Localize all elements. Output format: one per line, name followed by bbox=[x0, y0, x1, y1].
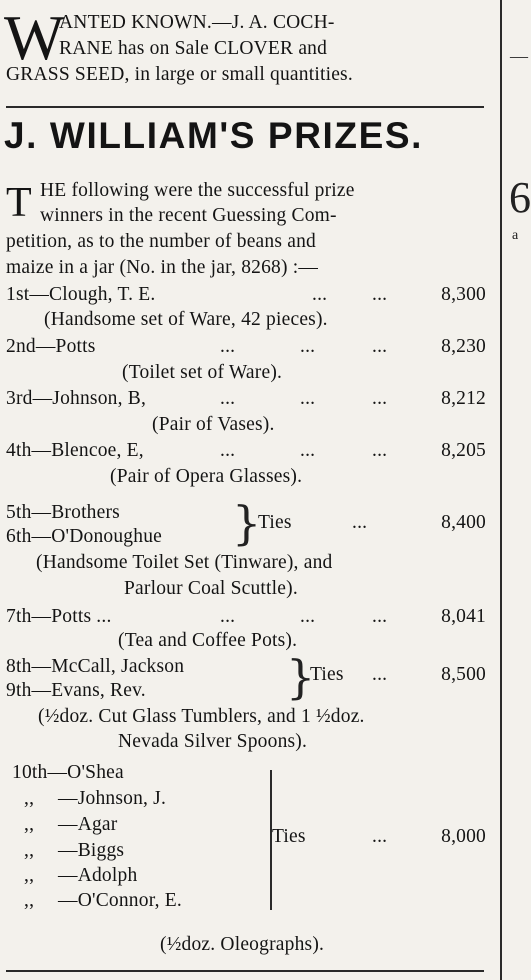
notice-drop-cap: W bbox=[4, 2, 65, 73]
prize-7-award: (Tea and Coffee Pots). bbox=[118, 630, 298, 651]
tie-brace-5-6: } bbox=[232, 496, 262, 550]
intro-line-1: HE following were the successful prize bbox=[40, 180, 355, 201]
prize-4-name: 4th—Blencoe, E, bbox=[6, 440, 144, 461]
prize-5-6-ties-label: Ties bbox=[258, 512, 292, 533]
prize-8-9-award-line-2: Nevada Silver Spoons). bbox=[118, 731, 308, 752]
prize-4-dots-b: ... bbox=[300, 440, 316, 461]
prize-2-value: 8,230 bbox=[441, 336, 486, 357]
neighbor-column-dash: — bbox=[510, 46, 528, 66]
prize-8-9-dots: ... bbox=[372, 664, 388, 685]
prize-10-value: 8,000 bbox=[441, 826, 486, 847]
prize-4-dots-a: ... bbox=[220, 440, 236, 461]
prize-4-dots-c: ... bbox=[372, 440, 388, 461]
prize-3-name: 3rd—Johnson, B, bbox=[6, 388, 147, 409]
intro-line-4: maize in a jar (No. in the jar, 8268) :— bbox=[6, 257, 319, 278]
prize-5-6-dots: ... bbox=[352, 512, 368, 533]
prize-2-dots-b: ... bbox=[300, 336, 316, 357]
intro-drop-cap: T bbox=[6, 180, 32, 226]
prize-5-6-award-line-2: Parlour Coal Scuttle). bbox=[124, 578, 298, 599]
prize-10-award: (½doz. Oleographs). bbox=[160, 934, 325, 955]
prize-1-value: 8,300 bbox=[441, 284, 486, 305]
prize-2-award: (Toilet set of Ware). bbox=[122, 362, 283, 383]
prize-1-award: (Handsome set of Ware, 42 pieces). bbox=[44, 309, 328, 330]
prize-2-dots-a: ... bbox=[220, 336, 236, 357]
prize-3-award: (Pair of Vases). bbox=[152, 414, 275, 435]
prize-8-9-value: 8,500 bbox=[441, 664, 486, 685]
prize-10-name-1: 10th—O'Shea bbox=[12, 762, 124, 783]
ditto-mark-2: ,, bbox=[24, 788, 35, 809]
neighbor-column-digit: 6 bbox=[509, 173, 531, 222]
prize-10-name-4: —Biggs bbox=[58, 840, 125, 861]
prize-8-9-award-line-1: (½doz. Cut Glass Tumblers, and 1 ½doz. bbox=[38, 706, 365, 727]
prize-7-dots-c: ... bbox=[372, 606, 388, 627]
prize-2-name: 2nd—Potts bbox=[6, 336, 96, 357]
separator-rule-top bbox=[6, 106, 484, 108]
prize-3-dots-c: ... bbox=[372, 388, 388, 409]
prize-6-name: 6th—O'Donoughue bbox=[6, 526, 163, 547]
prize-1-dots-a: ... bbox=[312, 284, 328, 305]
tie-brace-8-9: } bbox=[286, 650, 316, 704]
prize-1-name: 1st—Clough, T. E. bbox=[6, 284, 156, 305]
prize-8-9-ties-label: Ties bbox=[310, 664, 344, 685]
ditto-mark-3: ,, bbox=[24, 814, 35, 835]
intro-line-3: petition, as to the number of beans and bbox=[6, 231, 316, 252]
ditto-mark-6: ,, bbox=[24, 890, 35, 911]
ditto-mark-4: ,, bbox=[24, 840, 35, 861]
prize-10-ties-label: Ties bbox=[272, 826, 306, 847]
prize-10-name-6: —O'Connor, E. bbox=[58, 890, 182, 911]
prize-4-value: 8,205 bbox=[441, 440, 486, 461]
prize-10-dots: ... bbox=[372, 826, 388, 847]
prize-7-dots-b: ... bbox=[300, 606, 316, 627]
prize-10-name-2: —Johnson, J. bbox=[58, 788, 167, 809]
prize-10-name-5: —Adolph bbox=[58, 865, 138, 886]
prize-3-value: 8,212 bbox=[441, 388, 486, 409]
neighbor-column-letter: a bbox=[512, 228, 519, 243]
prize-10-name-3: —Agar bbox=[58, 814, 118, 835]
prize-8-name: 8th—McCall, Jackson bbox=[6, 656, 185, 677]
ditto-mark-5: ,, bbox=[24, 865, 35, 886]
notice-line-1: ANTED KNOWN.—J. A. COCH- bbox=[59, 12, 335, 33]
prize-7-name: 7th—Potts ... bbox=[6, 606, 112, 627]
notice-line-2: RANE has on Sale CLOVER and bbox=[59, 38, 328, 59]
prize-2-dots-c: ... bbox=[372, 336, 388, 357]
prize-5-6-award-line-1: (Handsome Toilet Set (Tinware), and bbox=[36, 552, 333, 573]
prize-9-name: 9th—Evans, Rev. bbox=[6, 680, 146, 701]
prize-1-dots-b: ... bbox=[372, 284, 388, 305]
prize-5-name: 5th—Brothers bbox=[6, 502, 120, 523]
intro-line-2: winners in the recent Guessing Com- bbox=[40, 205, 337, 226]
separator-rule-bottom bbox=[6, 970, 484, 972]
prize-7-value: 8,041 bbox=[441, 606, 486, 627]
prize-3-dots-a: ... bbox=[220, 388, 236, 409]
article-headline: J. WILLIAM'S PRIZES. bbox=[4, 115, 424, 156]
prize-7-dots-a: ... bbox=[220, 606, 236, 627]
prize-5-6-value: 8,400 bbox=[441, 512, 486, 533]
prize-3-dots-b: ... bbox=[300, 388, 316, 409]
prize-4-award: (Pair of Opera Glasses). bbox=[110, 466, 303, 487]
column-divider bbox=[500, 0, 502, 980]
notice-line-3: GRASS SEED, in large or small quantities. bbox=[6, 64, 353, 85]
